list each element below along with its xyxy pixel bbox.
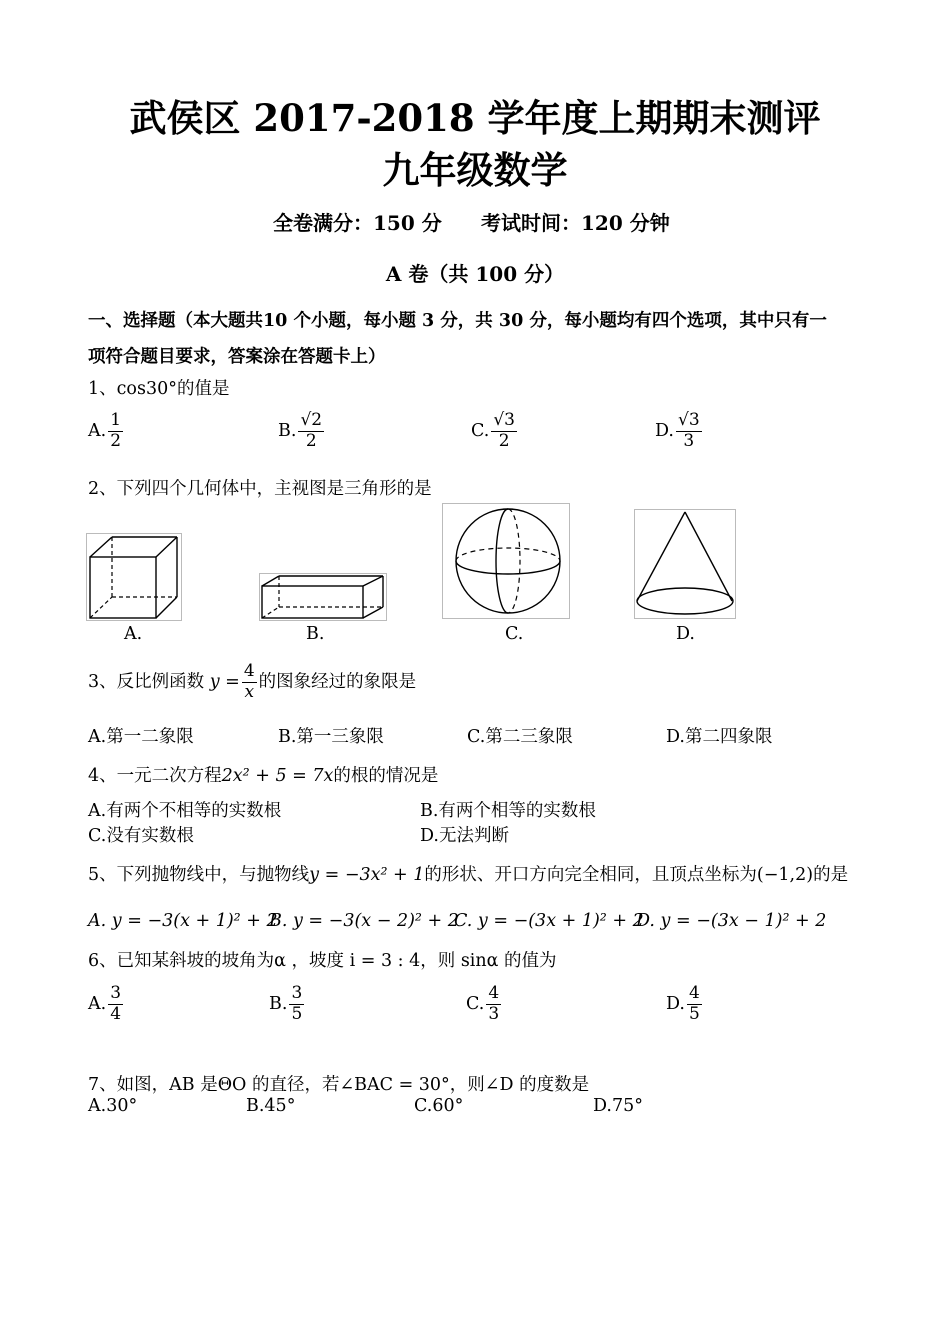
q2-label-d: D. (676, 624, 695, 644)
q3-stem-suffix: 的图象经过的象限是 (258, 671, 417, 692)
option-label: B. (269, 993, 288, 1014)
fraction (491, 412, 517, 451)
q4-stem-prefix: 4、一元二次方程 (88, 766, 222, 786)
q7-option-b: B.45° (246, 1096, 296, 1116)
cone-figure (634, 509, 736, 619)
exam-time: 考试时间：120 分钟 (481, 211, 670, 235)
q3-stem-prefix: 3、反比例函数 (88, 671, 205, 692)
numerator: 1 (110, 410, 122, 430)
q3-stem (88, 663, 416, 702)
q3-option-b: B.第一三象限 (278, 727, 384, 747)
box-figure (259, 573, 387, 621)
denominator: 2 (305, 430, 317, 451)
q4-stem-suffix: 的根的情况是 (333, 766, 439, 786)
numerator: √3 (677, 410, 700, 430)
q5-parabola: y = −3x² + 1 (309, 865, 425, 885)
fraction (289, 985, 304, 1024)
denominator: 3 (683, 430, 695, 451)
option-label: B. (278, 420, 297, 441)
sphere-figure (442, 503, 570, 619)
q5-option-c: C. y = −(3x + 1)² + 2 (454, 911, 644, 931)
q4-option-a: A.有两个不相等的实数根 (88, 801, 282, 821)
denominator: 4 (110, 1003, 122, 1024)
full-score: 全卷满分：150 分 (273, 211, 442, 235)
exam-title: 武侯区 2017-2018 学年度上期期末测评 (129, 96, 821, 140)
q1-option-d (655, 412, 704, 451)
denominator: 5 (688, 1003, 700, 1024)
q5-option-a: A. y = −3(x + 1)² + 2 (88, 911, 278, 931)
fraction (108, 985, 123, 1024)
q1-option-c (471, 412, 519, 451)
q6-option-c (466, 985, 503, 1024)
fraction (676, 412, 702, 451)
q2-label-a: A. (124, 624, 143, 644)
q1-option-b (278, 412, 326, 451)
option-label: C. (471, 420, 490, 441)
q1-stem: 1、cos30°的值是 (88, 379, 230, 399)
paper-label: A 卷（共 100 分） (385, 262, 565, 286)
q5-vertex: (−1,2) (756, 865, 814, 885)
q4-option-b: B.有两个相等的实数根 (420, 801, 596, 821)
q3-option-a: A.第一二象限 (88, 727, 194, 747)
q7-option-c: C.60° (414, 1096, 464, 1116)
q4-option-d: D.无法判断 (420, 826, 509, 846)
q5-stem-prefix: 5、下列抛物线中，与抛物线 (88, 865, 310, 885)
cube-figure (86, 533, 182, 621)
q1-option-a (88, 412, 125, 451)
numerator: 4 (688, 983, 700, 1003)
exam-subtitle: 九年级数学 (382, 148, 568, 192)
q2-label-b: B. (306, 624, 325, 644)
q5-option-d: D. y = −(3x − 1)² + 2 (636, 911, 827, 931)
numerator: 4 (488, 983, 500, 1003)
option-label: A. (88, 993, 107, 1014)
numerator: √3 (493, 410, 515, 430)
q5-stem (88, 861, 848, 886)
option-label: D. (655, 420, 674, 441)
option-label: D. (666, 993, 685, 1014)
q4-option-c: C.没有实数根 (88, 826, 194, 846)
q7-option-a: A.30° (88, 1096, 138, 1116)
q3-function-lhs: y = (209, 671, 240, 692)
option-label: A. (88, 420, 107, 441)
q7-stem: 7、如图，AB 是ΘO 的直径，若∠BAC = 30°，则∠D 的度数是 (88, 1075, 590, 1095)
denominator: 5 (291, 1003, 303, 1024)
q3-option-d: D.第二四象限 (666, 727, 773, 747)
q6-option-b (269, 985, 306, 1024)
denominator: x (244, 681, 255, 702)
numerator: 3 (291, 983, 303, 1003)
q6-option-a (88, 985, 125, 1024)
fraction (298, 412, 324, 451)
section-heading-line1: 一、选择题（本大题共10 个小题，每小题 3 分，共 30 分，每小题均有四个选项，其中只有一 (88, 311, 827, 331)
q3-option-c: C.第二三象限 (467, 727, 573, 747)
denominator: 3 (488, 1003, 500, 1024)
q5-stem-suffix: 的是 (813, 865, 849, 885)
numerator: √2 (300, 410, 323, 430)
q2-stem: 2、下列四个几何体中，主视图是三角形的是 (88, 479, 432, 499)
fraction (108, 412, 123, 451)
fraction (486, 985, 501, 1024)
numerator: 4 (243, 661, 255, 681)
q4-stem (88, 762, 438, 787)
fraction (687, 985, 702, 1024)
denominator: 2 (110, 430, 122, 451)
q5-stem-middle: 的形状、开口方向完全相同，且顶点坐标为 (424, 865, 757, 885)
fraction (242, 663, 257, 702)
section-heading-line2: 项符合题目要求，答案涂在答题卡上） (88, 347, 386, 367)
numerator: 3 (110, 983, 122, 1003)
q4-equation: 2x² + 5 = 7x (221, 766, 334, 786)
q2-label-c: C. (505, 624, 524, 644)
denominator: 2 (498, 430, 510, 451)
q6-option-d (666, 985, 704, 1024)
option-label: C. (466, 993, 485, 1014)
q7-option-d: D.75° (593, 1096, 643, 1116)
q6-stem: 6、已知某斜坡的坡角为α ，坡度 i = 3 : 4，则 sinα 的值为 (88, 951, 557, 971)
q5-option-b: B. y = −3(x − 2)² + 2 (269, 911, 459, 931)
